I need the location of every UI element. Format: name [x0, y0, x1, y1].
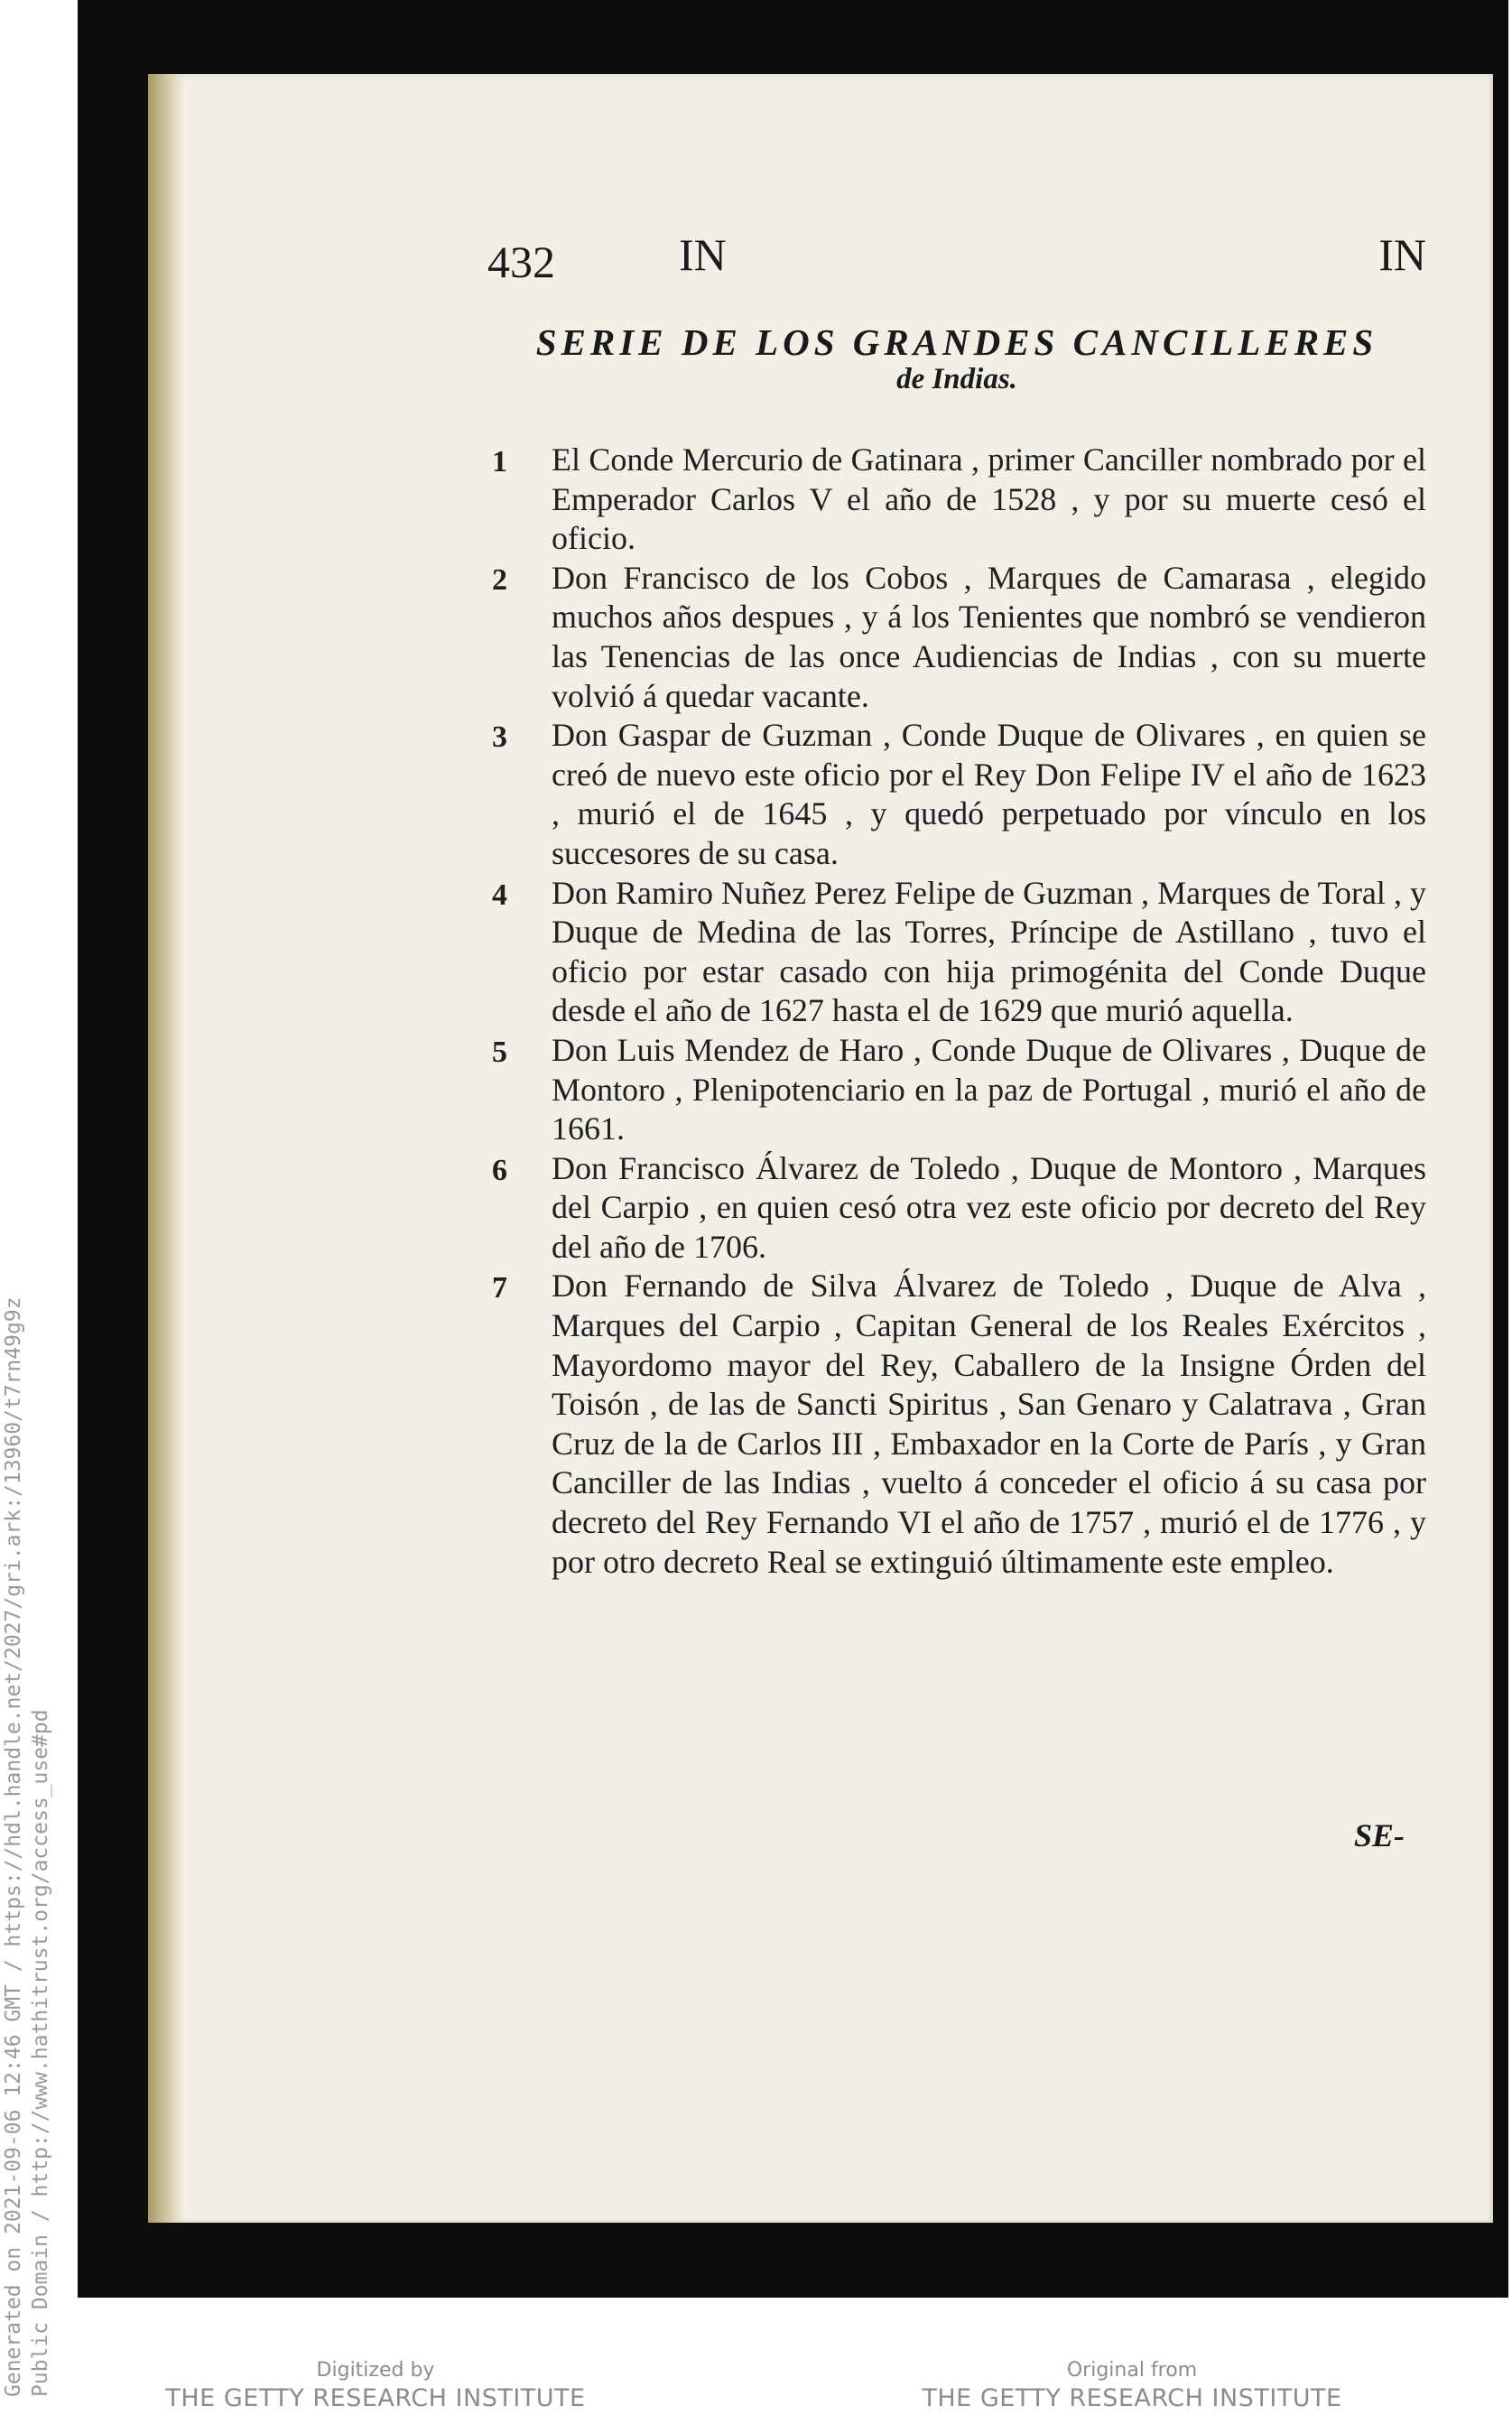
entry-number: 5 [492, 1035, 507, 1069]
list-item [492, 1267, 1426, 1582]
list-item [492, 441, 1426, 559]
footer-digitized-by [105, 2358, 646, 2414]
chancellor-list [492, 441, 1426, 1582]
list-item [492, 1031, 1426, 1149]
list-item [492, 1149, 1426, 1268]
entry-text: Don Gaspar de Guzman , Conde Duque de Olivares , en quien se creó de nuevo este oficio por el Rey Don Felipe IV el año de 1623 , murió el de 1645 , y quedó perpetuado por vínculo en los succesores de su casa. [552, 717, 1426, 871]
entry-text: Don Francisco de los Cobos , Marques de Camarasa , elegido muchos años despues , y á los Tenientes que nombró se vendieron las Tenencias de las once Audiencias de Indias , con su muerte volvió á quedar vacante. [552, 559, 1426, 714]
access-watermark [0, 1296, 54, 2397]
entry-text: Don Ramiro Nuñez Perez Felipe de Guzman , Marques de Toral , y Duque de Medina de las Torres, Príncipe de Astillano , tuvo el oficio por estar casado con hija primogénita del Conde Duque desde el año de 1627 hasta el de 1629 que murió aquella. [552, 874, 1426, 1029]
footer-original-from [861, 2358, 1403, 2414]
entry-text: Don Francisco Álvarez de Toledo , Duque de Montoro , Marques del Carpio , en quien cesó otra vez este oficio por decreto del Rey del año de 1706. [552, 1149, 1426, 1265]
entry-number: 4 [492, 878, 507, 912]
section-title: SERIE DE LOS GRANDES CANCILLERES [535, 321, 1378, 363]
footer-institution: THE GETTY RESEARCH INSTITUTE [165, 2384, 586, 2412]
entry-number: 7 [492, 1271, 507, 1305]
entry-text: El Conde Mercurio de Gatinara , primer Canciller nombrado por el Emperador Carlos V el año de 1528 , y por su muerte cesó el oficio. [552, 441, 1426, 557]
entry-number: 3 [492, 720, 507, 755]
watermark-line-rights: Public Domain / http://www.hathitrust.org/access_use#pd [29, 1709, 52, 2397]
running-head-left: IN [679, 229, 727, 280]
entry-number: 1 [492, 445, 507, 478]
footer-institution: THE GETTY RESEARCH INSTITUTE [922, 2384, 1342, 2412]
footer-label: Original from [1066, 2359, 1198, 2382]
entry-number: 6 [492, 1153, 507, 1187]
list-item [492, 874, 1426, 1031]
page-header [487, 228, 1426, 292]
list-item [492, 716, 1426, 873]
footer-label: Digitized by [316, 2359, 435, 2382]
section-subtitle: de Indias. [896, 363, 1017, 395]
list-item [492, 559, 1426, 716]
entry-text: Don Fernando de Silva Álvarez de Toledo , Duque de Alva , Marques del Carpio , Capitan General de los Reales Exércitos , Mayordomo mayor del Rey, Caballero de la Insigne Órden del Toisón , de las de Sancti Spiritus , San Genaro y Calatrava , Gran Cruz de la de Carlos III , Embaxador en la Corte de París , y Gran Canciller de las Indias , vuelto á conceder el oficio á su casa por decreto del Rey Fernando VI el año de 1757 , murió el de 1776 , y por otro decreto Real se extinguió últimamente este empleo. [552, 1268, 1426, 1580]
running-head-right: IN [1378, 229, 1426, 280]
entry-number: 2 [492, 562, 507, 597]
page-gutter-shadow [148, 74, 184, 2223]
entry-text: Don Luis Mendez de Haro , Conde Duque de Olivares , Duque de Montoro , Plenipotenciario en la paz de Portugal , murió el año de 1661. [552, 1031, 1426, 1147]
page-number: 432 [487, 237, 555, 287]
watermark-line-generated: Generated on 2021-09-06 12:46 GMT / https://hdl.handle.net/2027/gri.ark:/13960/t7rn49g9z [2, 1296, 25, 2397]
catchword: SE- [1354, 1817, 1405, 1853]
